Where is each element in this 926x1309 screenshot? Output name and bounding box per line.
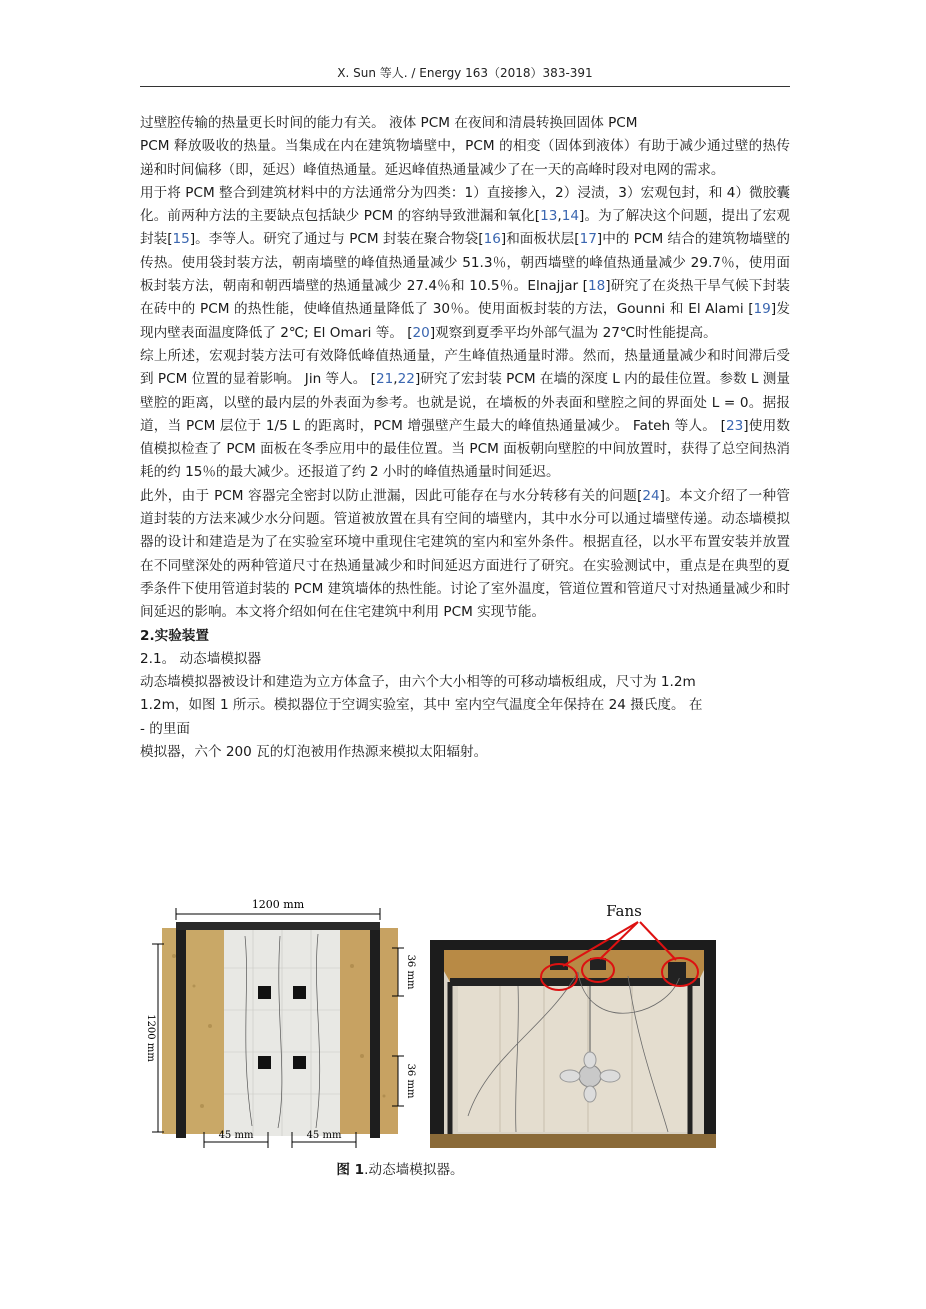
figure-simulator-interior (428, 896, 720, 1152)
text-run: ]。本文介绍了一种管道封装的方法来减少水分问题。管道被放置在具有空间的墙壁内，其中水分可以通过墙壁传递。动态墙模拟器的设计和建造是为了在实验室环境中重现住宅建筑的室内和室外条件。根据直径，以水平布置安装并放置在不同壁深处的两种管道尺寸在热通量减少和时间延迟方面进行了研究。在实验测试中，重点是在典型的夏季条件下使用管道封装的 PCM 建筑墙体的热性能。讨论了室外温度，管道位置和管道尺寸对热通量减少和时间延迟的影响。本文将介绍如何在住宅建筑中利用 PCM 实现节能。 (140, 487, 790, 621)
text-run: 用于将 PCM 整合到建筑材料中的方法通常分为四类：1）直接掺入，2）浸渍，3）宏观包封，和 4）微胶囊化。前两种方法的主要缺点包括缺少 PCM 的容纳导致泄漏和氧化[ (140, 184, 790, 225)
osb-board-right (340, 928, 398, 1134)
paragraph-5 (140, 671, 790, 764)
text-run: 综上所述，宏观封装方法可有效降低峰值热通量，产生峰值热通量时滞。然而，热量通量减少和时间滞后受到 PCM 位置的显着影响。 Jin 等人。 [ (140, 347, 790, 388)
paragraph-1 (140, 112, 790, 182)
fan-2-icon (590, 958, 606, 970)
sensor-1 (258, 986, 271, 999)
citation-link[interactable]: 19 (753, 301, 771, 318)
figure-caption-number: 图 1 (336, 1162, 365, 1178)
fans-label: Fans (606, 902, 642, 920)
p5-line-2: 1.2m，如图 1 所示。模拟器位于空调实验室，其中 室内空气温度全年保持在 24 摄氏度。 在 (140, 697, 703, 714)
text-run: , (557, 208, 562, 225)
frame-left (430, 940, 444, 1148)
floor-board (430, 1134, 716, 1148)
body-text (140, 112, 790, 764)
text-run: 过壁腔传输的热量更长时间的能力有关。 液体 PCM 在夜间和清晨转换回固体 PCM (140, 115, 638, 131)
text-run: 此外，由于 PCM 容器完全密封以防止泄漏，因此可能存在与水分转移有关的问题[ (140, 487, 643, 504)
text-run: ]和面板状层[ (500, 231, 580, 248)
sensor-3 (258, 1056, 271, 1069)
citation-link[interactable]: 17 (579, 231, 597, 248)
figure-caption (140, 1158, 660, 1178)
sensor-2 (293, 986, 306, 999)
citation-link[interactable]: 21 (375, 371, 394, 388)
frame-strip-top (176, 922, 380, 930)
paragraph-2 (140, 182, 790, 345)
text-run: ]。为了解决这个问题，提出了宏观封装[ (140, 208, 790, 248)
simulator-interior-drawing (428, 896, 720, 1152)
section-title: 2.实验装置 (140, 627, 209, 644)
citation-link[interactable]: 13 (540, 208, 558, 225)
subsection-title: 2.1。 动态墙模拟器 (140, 650, 262, 667)
text-run: , (393, 371, 398, 388)
dim-bottom-right-label: 36 mm (405, 1063, 416, 1099)
text-run: PCM 释放吸收的热量。当集成在内在建筑物墙壁中，PCM 的相变（固体到液体）有助于减少通过壁的热传递和时间偏移（即，延迟）峰值热通量。延迟峰值热通量减少了在一天的高峰时段对电网的需求。 (140, 138, 790, 178)
running-header: X. Sun 等人. / Energy 163（2018）383-391 (337, 66, 593, 80)
text-run: ]使用数值模拟检查了 PCM 面板在冬季应用中的最佳位置。当 PCM 面板朝向壁腔的中间放置时，获得了总空间热消耗的约 15％的最大减少。还报道了约 2 小时的峰值热通量时间延迟。 (140, 417, 791, 481)
frame-strip-right (370, 926, 380, 1138)
dim-bottom-mid-label: 45 mm (306, 1130, 342, 1141)
text-run: ]研究了在炎热干旱气候下封装在砖中的 PCM 的热性能，使峰值热通量降低了 30％。使用面板封装的方法，Gounni 和 El Alami [ (140, 278, 790, 318)
p5-line-4: 模拟器，六个 200 瓦的灯泡被用作热源来模拟太阳辐射。 (140, 744, 488, 761)
text-run: ]发现内壁表面温度降低了 2℃; El Omari 等。 [ (140, 301, 790, 341)
figure-wall-panel (140, 896, 420, 1152)
p5-line-3: - 的里面 (140, 720, 191, 737)
dim-height-label: 1200 mm (145, 1014, 156, 1062)
text-run: ]研究了宏封装 PCM 在墙的深度 L 内的最佳位置。参数 L 测量壁腔的距离，以壁的最内层的外表面为参考。也就是说，在墙板的外表面和壁腔之间的界面处 L = 0。据报道，当 PCM 层位于 1/5 L 的距离时，PCM 增强壁产生最大的峰值热通量减少。 Fateh 等人。 [ (140, 371, 790, 434)
citation-link[interactable]: 16 (483, 231, 501, 248)
header-rule (140, 86, 790, 87)
frame-strip-left (176, 926, 186, 1138)
citation-link[interactable]: 14 (561, 208, 580, 225)
citation-link[interactable]: 22 (397, 371, 415, 388)
text-run: ]观察到夏季平均外部气温为 27℃时性能提高。 (429, 324, 717, 341)
citation-link[interactable]: 20 (412, 324, 430, 341)
figure-caption-text: .动态墙模拟器。 (364, 1162, 464, 1178)
citation-link[interactable]: 15 (172, 231, 190, 248)
citation-link[interactable]: 24 (642, 487, 660, 504)
p5-line-1: 动态墙模拟器被设计和建造为立方体盒子，由六个大小相等的可移动墙板组成，尺寸为 1.2m (140, 674, 696, 691)
text-run: ]。李等人。研究了通过与 PCM 封装在聚合物袋[ (189, 231, 484, 248)
wall-panel-drawing (140, 896, 420, 1152)
osb-board-left (162, 928, 224, 1134)
frame-right (704, 940, 716, 1148)
citation-link[interactable]: 18 (587, 278, 606, 295)
dim-width-label: 1200 mm (251, 898, 305, 911)
citation-link[interactable]: 23 (725, 417, 744, 434)
dim-bottom-left-label: 45 mm (218, 1130, 254, 1141)
fan-3-icon (668, 962, 686, 978)
back-wall (458, 982, 688, 1132)
dim-top-right-label: 36 mm (405, 954, 416, 990)
text-run: ]中的 PCM 结合的建筑物墙壁的传热。使用袋封装方法，朝南墙壁的峰值热通量减少 51.3％，朝西墙壁的峰值热通量减少 29.7％，使用面板封装方法，朝南和朝西墙壁的热通量减少 27.4％和 10.5％。Elnajjar [ (140, 231, 790, 295)
paragraph-3 (140, 345, 790, 485)
paragraph-4 (140, 485, 790, 625)
sensor-4 (293, 1056, 306, 1069)
